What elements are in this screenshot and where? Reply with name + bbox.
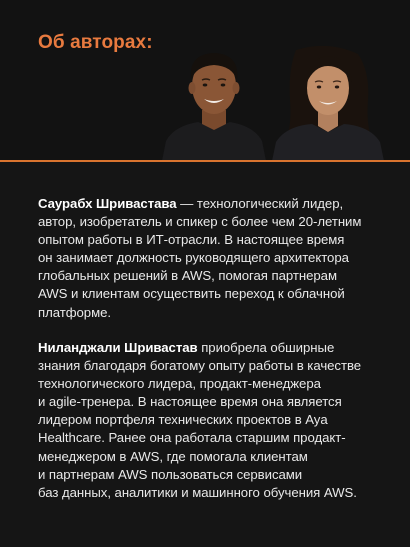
bio-line: лидером портфеля технических проектов в Aya bbox=[38, 412, 328, 428]
bio-line: и партнерам AWS пользоваться сервисами bbox=[38, 466, 303, 482]
bio-line: — технологический лидер, bbox=[176, 196, 344, 211]
author-photo-man bbox=[158, 44, 270, 161]
bio-line: технологического лидера, продакт-менеджера bbox=[38, 376, 321, 392]
bio-line: глобальных решений в AWS, помогая партнерам bbox=[38, 268, 337, 284]
bio-line: менеджером в AWS, где помогала клиентам bbox=[38, 448, 308, 464]
author-name-2: Ниланджали Шривастав bbox=[38, 340, 198, 355]
bio-line: и agile-тренера. В настоящее время она является bbox=[38, 394, 342, 410]
bio-line: Healthcare. Ранее она работала старшим продакт- bbox=[38, 430, 346, 446]
bio-line: платформе. bbox=[38, 304, 112, 320]
bio-line: приобрела обширные bbox=[197, 340, 335, 355]
bio-line: опытом работы в ИТ-отрасли. В настоящее время bbox=[38, 232, 345, 248]
bio-line: знания благодаря богатому опыту работы в качестве bbox=[38, 358, 362, 374]
author-bio-1 bbox=[38, 195, 378, 322]
bio-line: баз данных, аналитики и машинного обучения AWS. bbox=[38, 484, 357, 500]
header-band bbox=[0, 0, 410, 161]
author-name-1: Саурабх Шривастава bbox=[38, 196, 177, 211]
bio-line: AWS и клиентам осуществить переход к облачной bbox=[38, 286, 345, 302]
bio-line: автор, изобретатель и спикер с более чем 20-летним bbox=[38, 214, 362, 230]
author-bio-2 bbox=[38, 339, 378, 502]
author-photo-woman bbox=[262, 44, 394, 161]
bio-line: он занимает должность руководящего архитектора bbox=[38, 250, 349, 266]
section-divider bbox=[0, 160, 410, 162]
section-heading: Об авторах: bbox=[38, 32, 153, 53]
